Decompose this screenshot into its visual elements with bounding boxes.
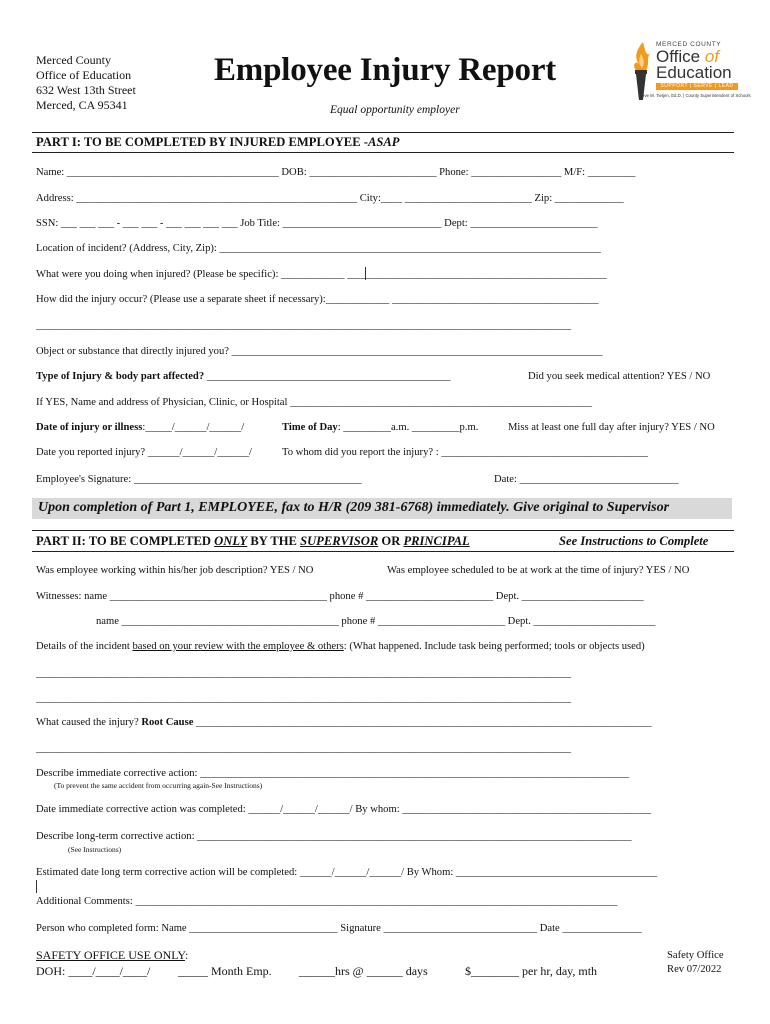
doing-row[interactable]: What were you doing when injured? (Please be specific): ____________ _________________________________________________	[36, 269, 607, 280]
doh-field[interactable]: DOH: ____/____/____/	[36, 964, 151, 978]
witness-row-1[interactable]: Witnesses: name _________________________________________ phone # ________________________ Dept. _______________________	[36, 591, 644, 602]
safety-office-label	[36, 948, 188, 963]
part2-heading-only: ONLY	[214, 534, 248, 548]
revision-text: Rev 07/2022	[667, 964, 722, 975]
witness-row-2[interactable]: name _________________________________________ phone # ________________________ Dept. _______________________	[96, 616, 656, 627]
hrs-days-field[interactable]: ______hrs @ ______ days	[299, 964, 428, 978]
address-line-4: Merced, CA 95341	[36, 98, 128, 112]
blank-line-row[interactable]: _____________________________________________________________________________________________________	[36, 320, 571, 331]
cause-field[interactable]: ______________________________________________________________________________________	[193, 717, 652, 728]
safety-office-colon: :	[184, 948, 189, 962]
job-description-question[interactable]: Was employee working within his/her job description? YES / NO	[36, 565, 314, 576]
details-row	[36, 641, 645, 652]
part2-heading-principal: PRINCIPAL	[403, 534, 470, 548]
scheduled-question[interactable]: Was employee scheduled to be at work at the time of injury? YES / NO	[387, 565, 690, 576]
type-injury-field[interactable]: ______________________________________________	[206, 371, 451, 382]
part2-heading	[36, 534, 470, 549]
longterm-action-note: (See Instructions)	[68, 845, 122, 854]
logo-of-word: of	[704, 47, 720, 66]
date-injury-field[interactable]: :_____/______/______/	[142, 422, 245, 433]
logo-tagline: Steve M. Tietjen, Ed.D. | County Superintendent of Schools	[638, 93, 751, 98]
longterm-action-row[interactable]: Describe long-term corrective action: __________________________________________________________________________________	[36, 831, 632, 842]
office-address	[36, 53, 136, 113]
page-subtitle: Equal opportunity employer	[330, 104, 460, 116]
fax-banner-text: Upon completion of Part 1, EMPLOYEE, fax to H/R (209 381-6768) immediately. Give original to Supervisor	[38, 500, 670, 515]
page-title: Employee Injury Report	[214, 52, 557, 88]
logo-office-word: Office	[656, 47, 701, 66]
report-to-whom[interactable]: To whom did you report the injury? : _______________________________________	[282, 447, 648, 458]
cause-row	[36, 717, 652, 728]
name-dob-phone-row[interactable]: Name: ________________________________________ DOB: ________________________ Phone: _________________ M/F: _________	[36, 167, 636, 178]
object-row[interactable]: Object or substance that directly injured you? ______________________________________________________________________	[36, 346, 603, 357]
immediate-action-row[interactable]: Describe immediate corrective action: _________________________________________________________________________________	[36, 768, 630, 779]
details-label-a: Details of the incident	[36, 641, 133, 652]
see-instructions: See Instructions to Complete	[559, 534, 709, 548]
part1-heading	[36, 135, 399, 150]
cause-blank-line[interactable]: _____________________________________________________________________________________________________	[36, 743, 571, 754]
employee-date[interactable]: Date: ______________________________	[494, 474, 679, 485]
address-line-3: 632 West 13th Street	[36, 83, 136, 97]
additional-comments-row[interactable]: Additional Comments: ___________________________________________________________________________________________	[36, 896, 618, 907]
details-blank-line-2[interactable]: _____________________________________________________________________________________________________	[36, 693, 571, 704]
type-injury-row	[36, 371, 450, 382]
part2-heading-b: BY THE	[247, 534, 301, 548]
estimated-date-row[interactable]: Estimated date long term corrective action will be completed: ______/______/______/ By Whom: ______________________________________	[36, 867, 658, 878]
root-cause-label: Root Cause	[141, 717, 194, 728]
completed-by-row[interactable]: Person who completed form: Name ____________________________ Signature _____________________________ Date _______________	[36, 923, 642, 934]
address-line-1: Merced County	[36, 53, 111, 67]
immediate-action-note: (To prevent the same accident from occurring again-See Instructions)	[54, 781, 263, 790]
part2-top-rule	[32, 530, 734, 531]
date-reported-row[interactable]: Date you reported injury? ______/______/______/	[36, 447, 252, 458]
physician-row[interactable]: If YES, Name and address of Physician, Clinic, or Hospital _________________________________________________________	[36, 397, 593, 408]
part1-heading-asap: ASAP	[367, 135, 400, 149]
address-line-2: Office of Education	[36, 68, 132, 82]
logo-county-text: MERCED COUNTY	[656, 41, 722, 48]
month-emp-field[interactable]: _____ Month Emp.	[178, 964, 272, 978]
details-blank-line-1[interactable]: _____________________________________________________________________________________________________	[36, 668, 571, 679]
medical-attention-question[interactable]: Did you seek medical attention? YES / NO	[528, 371, 711, 382]
date-injury-row	[36, 422, 244, 433]
part1-heading-text: PART I: TO BE COMPLETED BY INJURED EMPLOYEE -	[36, 135, 368, 149]
address-row[interactable]: Address: _____________________________________________________ City:____ ________________________ Zip: _____________	[36, 193, 624, 204]
office-logo	[626, 40, 751, 104]
location-row[interactable]: Location of incident? (Address, City, Zip): ________________________________________________________________________	[36, 243, 601, 254]
how-row[interactable]: How did the injury occur? (Please use a separate sheet if necessary):____________ _______________________________________	[36, 294, 599, 305]
details-label-b: : (What happened. Include task being performed; tools or objects used)	[343, 641, 645, 652]
part1-top-rule	[32, 132, 734, 133]
date-injury-label: Date of injury or illness	[36, 422, 143, 433]
type-injury-label: Type of Injury & body part affected?	[36, 371, 205, 382]
part2-heading-rule	[32, 551, 734, 552]
rate-field[interactable]: $________ per hr, day, mth	[465, 964, 598, 978]
action-completed-row[interactable]: Date immediate corrective action was completed: ______/______/______/ By whom: _______________________________________________	[36, 804, 652, 815]
logo-bar: SUPPORT | SERVE | LEAD	[656, 83, 738, 90]
part2-heading-a: PART II: TO BE COMPLETED	[36, 534, 215, 548]
employee-signature[interactable]: Employee's Signature: ___________________________________________	[36, 474, 362, 485]
miss-day-question[interactable]: Miss at least one full day after injury? YES / NO	[508, 422, 715, 433]
time-of-day-label: Time of Day	[282, 422, 338, 433]
details-label-underlined: based on your review with the employee & others	[132, 641, 344, 652]
part2-heading-supervisor: SUPERVISOR	[300, 534, 379, 548]
part1-heading-rule	[32, 152, 734, 153]
cause-label: What caused the injury?	[36, 717, 142, 728]
text-cursor-2	[36, 880, 37, 893]
time-of-day-field[interactable]: : _________a.m. _________p.m.	[337, 422, 479, 433]
time-of-day	[282, 422, 478, 433]
safety-office-label-text: SAFETY OFFICE USE ONLY	[36, 948, 185, 962]
ssn-jobtitle-row[interactable]: SSN: ___ ___ ___ - ___ ___ - ___ ___ ___ ___ Job Title: ______________________________ Dept: ________________________	[36, 218, 598, 229]
safety-office-text: Safety Office	[667, 950, 724, 961]
logo-education-text: Education	[656, 63, 732, 82]
text-cursor	[365, 267, 366, 280]
part2-heading-or: OR	[378, 534, 404, 548]
